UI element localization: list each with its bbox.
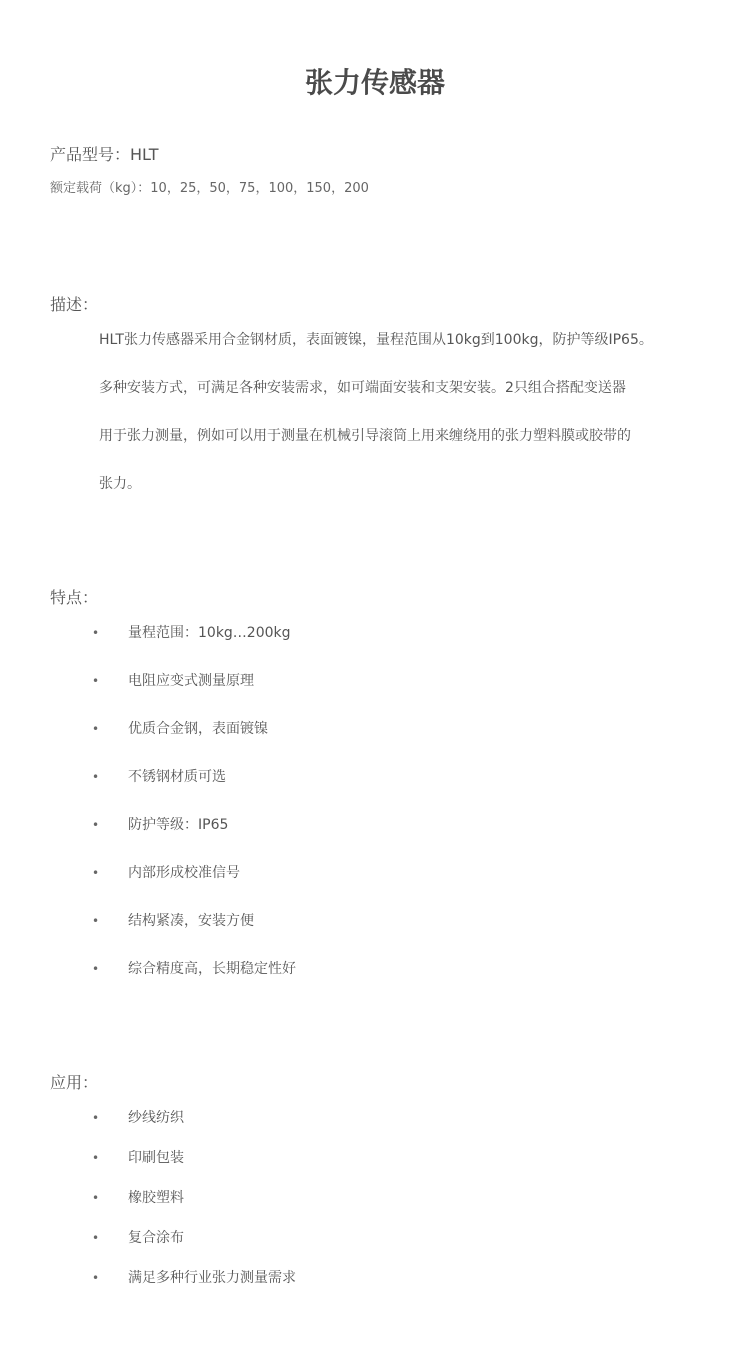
bullet-icon: • <box>92 1231 100 1245</box>
bullet-icon: • <box>92 866 100 880</box>
application-text: 纱线纺织 <box>128 1110 184 1126</box>
application-item <box>0 1146 750 1186</box>
feature-text: 电阻应变式测量原理 <box>128 673 254 689</box>
application-text: 印刷包装 <box>128 1150 184 1166</box>
application-item <box>0 1226 750 1266</box>
feature-text: 综合精度高，长期稳定性好 <box>128 961 296 977</box>
bullet-icon: • <box>92 914 100 928</box>
application-text: 满足多种行业张力测量需求 <box>128 1270 296 1286</box>
application-text: 复合涂布 <box>128 1230 184 1246</box>
application-item <box>0 1266 750 1306</box>
rated-load: 额定载荷（kg）：10，25，50，75，100，150，200 <box>50 181 369 196</box>
feature-text: 不锈钢材质可选 <box>128 769 226 785</box>
features-list <box>0 621 750 1005</box>
bullet-icon: • <box>92 1151 100 1165</box>
description-heading: 描述： <box>50 295 99 314</box>
feature-text: 防护等级：IP65 <box>128 817 229 833</box>
feature-text: 量程范围：10kg…200kg <box>128 625 291 641</box>
bullet-icon: • <box>92 1111 100 1125</box>
bullet-icon: • <box>92 818 100 832</box>
application-item <box>0 1186 750 1226</box>
application-item <box>0 1106 750 1146</box>
feature-item <box>0 669 750 717</box>
feature-text: 结构紧凑，安装方便 <box>128 913 254 929</box>
page-title: 张力传感器 <box>304 65 445 99</box>
feature-item <box>0 861 750 909</box>
bullet-icon: • <box>92 1271 100 1285</box>
bullet-icon: • <box>92 626 100 640</box>
bullet-icon: • <box>92 770 100 784</box>
product-model: 产品型号：HLT <box>50 145 159 164</box>
applications-heading: 应用： <box>50 1073 99 1092</box>
features-heading: 特点： <box>50 588 99 607</box>
bullet-icon: • <box>92 722 100 736</box>
feature-item <box>0 765 750 813</box>
feature-item <box>0 957 750 1005</box>
application-text: 橡胶塑料 <box>128 1190 184 1206</box>
description-line: HLT张力传感器采用合金钢材质，表面镀镍，量程范围从10kg到100kg，防护等级IP65。 <box>99 332 653 348</box>
bullet-icon: • <box>92 1191 100 1205</box>
applications-list <box>0 1106 750 1306</box>
feature-item <box>0 909 750 957</box>
feature-item <box>0 621 750 669</box>
description-line: 用于张力测量，例如可以用于测量在机械引导滚筒上用来缠绕用的张力塑料膜或胶带的 <box>99 428 631 444</box>
feature-item <box>0 717 750 765</box>
description-line: 多种安装方式，可满足各种安装需求，如可端面安装和支架安装。2只组合搭配变送器 <box>99 380 626 396</box>
feature-text: 优质合金钢，表面镀镍 <box>128 721 268 737</box>
feature-item <box>0 813 750 861</box>
feature-text: 内部形成校准信号 <box>128 865 240 881</box>
bullet-icon: • <box>92 962 100 976</box>
bullet-icon: • <box>92 674 100 688</box>
description-body <box>99 316 659 508</box>
description-line: 张力。 <box>99 476 141 492</box>
